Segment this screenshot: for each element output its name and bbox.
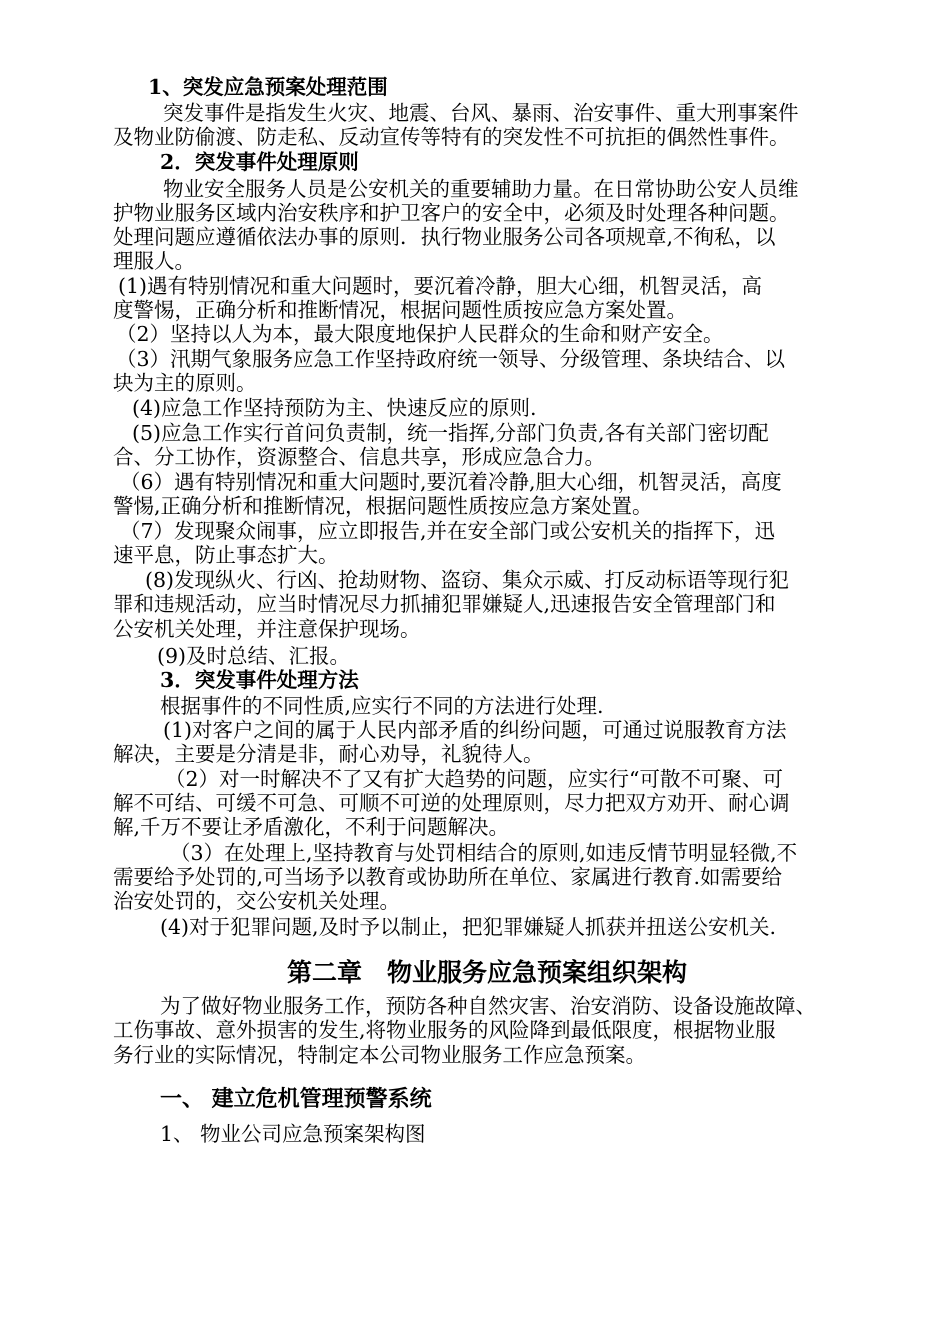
text-line: 需要给予处罚的,可当场予以教育或协助所在单位、家属进行教育.如需要给 [113, 865, 783, 889]
text-line: 速平息，防止事态扩大。 [113, 543, 339, 567]
subheading: 1、突发应急预案处理范围 [148, 75, 388, 99]
text-line: （2）对一时解决不了又有扩大趋势的问题，应实行“可散不可聚、可 [165, 767, 784, 791]
text-line: 罪和违规活动，应当时情况尽力抓捕犯罪嫌疑人,迅速报告安全管理部门和 [113, 592, 776, 616]
text-line: (4)对于犯罪问题,及时予以制止，把犯罪嫌疑人抓获并扭送公安机关. [160, 915, 777, 939]
text-line: 为了做好物业服务工作，预防各种自然灾害、治安消防、设备设施故障、 [160, 994, 816, 1018]
text-line: 物业安全服务人员是公安机关的重要辅助力量。在日常协助公安人员维 [163, 177, 799, 201]
text-line: 块为主的原则。 [113, 371, 257, 395]
text-line: 处理问题应遵循依法办事的原则．执行物业服务公司各项规章,不徇私，以 [113, 225, 776, 249]
chapter-heading: 第二章 物业服务应急预案组织架构 [287, 958, 688, 987]
text-line: 及物业防偷渡、防走私、反动宣传等特有的突发性不可抗拒的偶然性事件。 [113, 125, 790, 149]
subheading: 3．突发事件处理方法 [160, 668, 359, 692]
text-line: 解,千万不要让矛盾激化，不利于问题解决。 [113, 815, 510, 839]
text-line: 治安处罚的，交公安机关处理。 [113, 889, 400, 913]
text-line: (9)及时总结、汇报。 [157, 644, 351, 668]
text-line: 解不可结、可缓不可急、可顺不可逆的处理原则，尽力把双方劝开、耐心调 [113, 791, 790, 815]
text-line: (1)对客户之间的属于人民内部矛盾的纠纷问题，可通过说服教育方法 [163, 718, 787, 742]
text-line: 合、分工协作，资源整合、信息共享，形成应急合力。 [113, 445, 605, 469]
text-line: （3）汛期气象服务应急工作坚持政府统一领导、分级管理、条块结合、以 [116, 347, 786, 371]
text-line: (1)遇有特别情况和重大问题时，要沉着冷静，胆大心细，机智灵活，高 [118, 274, 763, 298]
text-line: 护物业服务区域内治安秩序和护卫客户的安全中，必须及时处理各种问题。 [113, 201, 790, 225]
text-line: （6）遇有特别情况和重大问题时,要沉着冷静,胆大心细，机智灵活，高度 [120, 470, 782, 494]
text-line: 突发事件是指发生火灾、地震、台风、暴雨、治安事件、重大刑事案件 [163, 101, 799, 125]
text-line: （2）坚持以人为本，最大限度地保护人民群众的生命和财产安全。 [116, 322, 724, 346]
text-line: 度警惕，正确分析和推断情况，根据问题性质按应急方案处置。 [113, 298, 687, 322]
text-line: (5)应急工作实行首问负责制，统一指挥,分部门负责,各有关部门密切配 [132, 421, 769, 445]
text-line: (4)应急工作坚持预防为主、快速反应的原则. [132, 396, 537, 420]
text-line: 解决，主要是分清是非，耐心劝导，礼貌待人。 [113, 742, 544, 766]
text-line: 务行业的实际情况，特制定本公司物业服务工作应急预案。 [113, 1043, 646, 1067]
text-line: 根据事件的不同性质,应实行不同的方法进行处理. [160, 694, 604, 718]
text-line: 1、 物业公司应急预案架构图 [160, 1122, 426, 1146]
text-line: 工伤事故、意外损害的发生,将物业服务的风险降到最低限度，根据物业服 [113, 1018, 776, 1042]
text-line: (8)发现纵火、行凶、抢劫财物、盗窃、集众示威、打反动标语等现行犯 [145, 568, 790, 592]
subheading: 2．突发事件处理原则 [160, 150, 359, 174]
text-line: 公安机关处理，并注意保护现场。 [113, 617, 421, 641]
text-line: 警惕,正确分析和推断情况，根据问题性质按应急方案处置。 [113, 494, 653, 518]
text-line: （3）在处理上,坚持教育与处罚相结合的原则,如违反情节明显轻微,不 [170, 841, 798, 865]
text-line: （7）发现聚众闹事，应立即报告,并在安全部门或公安机关的指挥下，迅 [120, 519, 776, 543]
text-line: 理服人。 [113, 249, 195, 273]
section-heading: 一、 建立危机管理预警系统 [160, 1086, 432, 1112]
